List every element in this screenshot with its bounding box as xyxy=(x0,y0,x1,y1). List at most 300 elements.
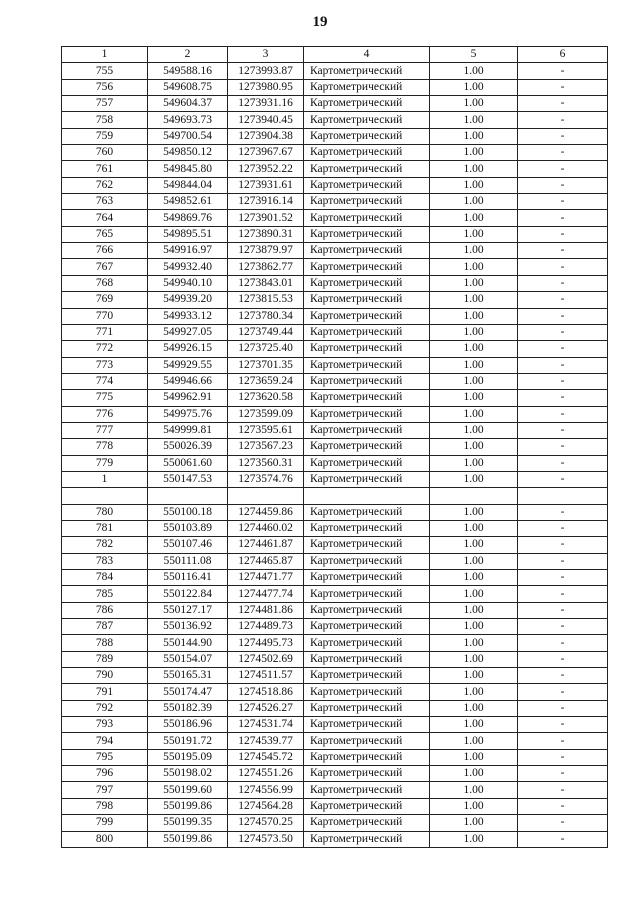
x-coordinate-cell: 550144.90 xyxy=(148,635,228,651)
y-coordinate-cell: 1274511.57 xyxy=(228,668,304,684)
x-coordinate-cell: 550154.07 xyxy=(148,651,228,667)
accuracy-cell: 1.00 xyxy=(430,308,518,324)
y-coordinate-cell: 1274460.02 xyxy=(228,520,304,536)
method-cell: Картометрический xyxy=(304,700,430,716)
note-cell: - xyxy=(518,275,608,291)
point-number-cell: 791 xyxy=(62,684,148,700)
point-number-cell: 755 xyxy=(62,63,148,79)
method-cell: Картометрический xyxy=(304,128,430,144)
note-cell: - xyxy=(518,684,608,700)
point-number-cell: 764 xyxy=(62,210,148,226)
accuracy-cell: 1.00 xyxy=(430,275,518,291)
note-cell: - xyxy=(518,357,608,373)
y-coordinate-cell: 1273980.95 xyxy=(228,79,304,95)
y-coordinate-cell: 1273567.23 xyxy=(228,439,304,455)
x-coordinate-cell: 549940.10 xyxy=(148,275,228,291)
table-row xyxy=(62,112,608,128)
method-cell: Картометрический xyxy=(304,79,430,95)
method-cell: Картометрический xyxy=(304,63,430,79)
accuracy-cell: 1.00 xyxy=(430,259,518,275)
point-number-cell: 794 xyxy=(62,733,148,749)
x-coordinate-cell: 549588.16 xyxy=(148,63,228,79)
point-number-cell: 767 xyxy=(62,259,148,275)
note-cell: - xyxy=(518,292,608,308)
x-coordinate-cell: 550199.86 xyxy=(148,831,228,847)
method-cell: Картометрический xyxy=(304,210,430,226)
note-cell: - xyxy=(518,766,608,782)
point-number-cell: 1 xyxy=(62,471,148,487)
note-cell: - xyxy=(518,243,608,259)
x-coordinate-cell: 550165.31 xyxy=(148,668,228,684)
x-coordinate-cell: 549869.76 xyxy=(148,210,228,226)
x-coordinate-cell: 549850.12 xyxy=(148,145,228,161)
point-number-cell: 785 xyxy=(62,586,148,602)
note-cell: - xyxy=(518,504,608,520)
point-number-cell: 787 xyxy=(62,619,148,635)
x-coordinate-cell: 550199.35 xyxy=(148,815,228,831)
method-cell: Картометрический xyxy=(304,602,430,618)
x-coordinate-cell: 549946.66 xyxy=(148,373,228,389)
point-number-cell: 762 xyxy=(62,177,148,193)
column-header-1: 1 xyxy=(62,47,148,63)
table-row xyxy=(62,815,608,831)
accuracy-cell: 1.00 xyxy=(430,684,518,700)
y-coordinate-cell: 1274570.25 xyxy=(228,815,304,831)
table-row xyxy=(62,635,608,651)
y-coordinate-cell: 1273890.31 xyxy=(228,226,304,242)
note-cell: - xyxy=(518,586,608,602)
y-coordinate-cell: 1274465.87 xyxy=(228,553,304,569)
y-coordinate-cell: 1273659.24 xyxy=(228,373,304,389)
accuracy-cell: 1.00 xyxy=(430,406,518,422)
accuracy-cell xyxy=(430,488,518,504)
accuracy-cell: 1.00 xyxy=(430,471,518,487)
x-coordinate-cell: 549929.55 xyxy=(148,357,228,373)
header-row xyxy=(62,47,608,63)
accuracy-cell: 1.00 xyxy=(430,553,518,569)
y-coordinate-cell: 1273901.52 xyxy=(228,210,304,226)
table-row xyxy=(62,700,608,716)
method-cell: Картометрический xyxy=(304,831,430,847)
y-coordinate-cell: 1273574.76 xyxy=(228,471,304,487)
table-row xyxy=(62,308,608,324)
accuracy-cell: 1.00 xyxy=(430,619,518,635)
accuracy-cell: 1.00 xyxy=(430,520,518,536)
point-number-cell: 782 xyxy=(62,537,148,553)
point-number-cell: 772 xyxy=(62,341,148,357)
note-cell: - xyxy=(518,537,608,553)
method-cell: Картометрический xyxy=(304,275,430,291)
accuracy-cell: 1.00 xyxy=(430,651,518,667)
accuracy-cell: 1.00 xyxy=(430,357,518,373)
note-cell: - xyxy=(518,782,608,798)
point-number-cell: 799 xyxy=(62,815,148,831)
method-cell: Картометрический xyxy=(304,406,430,422)
table-row xyxy=(62,733,608,749)
x-coordinate-cell xyxy=(148,488,228,504)
accuracy-cell: 1.00 xyxy=(430,455,518,471)
method-cell: Картометрический xyxy=(304,357,430,373)
point-number-cell: 800 xyxy=(62,831,148,847)
accuracy-cell: 1.00 xyxy=(430,128,518,144)
table-row xyxy=(62,553,608,569)
y-coordinate-cell: 1274573.50 xyxy=(228,831,304,847)
note-cell: - xyxy=(518,96,608,112)
x-coordinate-cell: 549933.12 xyxy=(148,308,228,324)
method-cell: Картометрический xyxy=(304,782,430,798)
accuracy-cell: 1.00 xyxy=(430,226,518,242)
method-cell: Картометрический xyxy=(304,324,430,340)
point-number-cell: 761 xyxy=(62,161,148,177)
method-cell: Картометрический xyxy=(304,194,430,210)
y-coordinate-cell: 1273815.53 xyxy=(228,292,304,308)
y-coordinate-cell: 1274551.26 xyxy=(228,766,304,782)
method-cell: Картометрический xyxy=(304,145,430,161)
point-number-cell: 777 xyxy=(62,422,148,438)
table-row xyxy=(62,194,608,210)
method-cell: Картометрический xyxy=(304,619,430,635)
y-coordinate-cell: 1273879.97 xyxy=(228,243,304,259)
note-cell: - xyxy=(518,668,608,684)
method-cell: Картометрический xyxy=(304,684,430,700)
point-number-cell: 779 xyxy=(62,455,148,471)
table-row xyxy=(62,537,608,553)
y-coordinate-cell: 1273560.31 xyxy=(228,455,304,471)
accuracy-cell: 1.00 xyxy=(430,602,518,618)
y-coordinate-cell: 1274477.74 xyxy=(228,586,304,602)
point-number-cell: 789 xyxy=(62,651,148,667)
accuracy-cell: 1.00 xyxy=(430,700,518,716)
point-number-cell: 788 xyxy=(62,635,148,651)
x-coordinate-cell: 550182.39 xyxy=(148,700,228,716)
note-cell: - xyxy=(518,635,608,651)
x-coordinate-cell: 550136.92 xyxy=(148,619,228,635)
point-number-cell: 774 xyxy=(62,373,148,389)
x-coordinate-cell: 550122.84 xyxy=(148,586,228,602)
method-cell: Картометрический xyxy=(304,553,430,569)
note-cell: - xyxy=(518,471,608,487)
note-cell: - xyxy=(518,815,608,831)
method-cell xyxy=(304,488,430,504)
table-row xyxy=(62,586,608,602)
table-row xyxy=(62,226,608,242)
x-coordinate-cell: 550147.53 xyxy=(148,471,228,487)
accuracy-cell: 1.00 xyxy=(430,439,518,455)
method-cell: Картометрический xyxy=(304,112,430,128)
x-coordinate-cell: 550127.17 xyxy=(148,602,228,618)
x-coordinate-cell: 549693.73 xyxy=(148,112,228,128)
table-row xyxy=(62,341,608,357)
accuracy-cell: 1.00 xyxy=(430,63,518,79)
point-number-cell: 770 xyxy=(62,308,148,324)
accuracy-cell: 1.00 xyxy=(430,341,518,357)
point-number-cell: 786 xyxy=(62,602,148,618)
table-body xyxy=(62,63,608,848)
note-cell: - xyxy=(518,602,608,618)
column-header-2: 2 xyxy=(148,47,228,63)
point-number-cell: 756 xyxy=(62,79,148,95)
x-coordinate-cell: 549932.40 xyxy=(148,259,228,275)
page-number: 19 xyxy=(312,14,328,30)
point-number-cell: 760 xyxy=(62,145,148,161)
y-coordinate-cell: 1274461.87 xyxy=(228,537,304,553)
point-number-cell: 776 xyxy=(62,406,148,422)
point-number-cell: 763 xyxy=(62,194,148,210)
column-header-3: 3 xyxy=(228,47,304,63)
table-row xyxy=(62,96,608,112)
method-cell: Картометрический xyxy=(304,243,430,259)
method-cell: Картометрический xyxy=(304,308,430,324)
x-coordinate-cell: 549975.76 xyxy=(148,406,228,422)
y-coordinate-cell: 1274459.86 xyxy=(228,504,304,520)
point-number-cell: 790 xyxy=(62,668,148,684)
table-row xyxy=(62,243,608,259)
y-coordinate-cell: 1274526.27 xyxy=(228,700,304,716)
table-row xyxy=(62,619,608,635)
x-coordinate-cell: 549845.80 xyxy=(148,161,228,177)
method-cell: Картометрический xyxy=(304,439,430,455)
table-row xyxy=(62,390,608,406)
table-row xyxy=(62,651,608,667)
point-number-cell: 784 xyxy=(62,570,148,586)
note-cell: - xyxy=(518,733,608,749)
method-cell: Картометрический xyxy=(304,259,430,275)
accuracy-cell: 1.00 xyxy=(430,79,518,95)
y-coordinate-cell: 1274481.86 xyxy=(228,602,304,618)
x-coordinate-cell: 550199.60 xyxy=(148,782,228,798)
x-coordinate-cell: 549916.97 xyxy=(148,243,228,259)
y-coordinate-cell: 1273967.67 xyxy=(228,145,304,161)
note-cell: - xyxy=(518,422,608,438)
point-number-cell: 759 xyxy=(62,128,148,144)
point-number-cell: 758 xyxy=(62,112,148,128)
y-coordinate-cell: 1273843.01 xyxy=(228,275,304,291)
note-cell: - xyxy=(518,341,608,357)
accuracy-cell: 1.00 xyxy=(430,210,518,226)
method-cell: Картометрический xyxy=(304,177,430,193)
method-cell: Картометрический xyxy=(304,471,430,487)
y-coordinate-cell: 1273931.61 xyxy=(228,177,304,193)
table-row xyxy=(62,749,608,765)
method-cell: Картометрический xyxy=(304,96,430,112)
y-coordinate-cell: 1274518.86 xyxy=(228,684,304,700)
accuracy-cell: 1.00 xyxy=(430,570,518,586)
point-number-cell: 793 xyxy=(62,717,148,733)
method-cell: Картометрический xyxy=(304,390,430,406)
accuracy-cell: 1.00 xyxy=(430,96,518,112)
point-number-cell: 757 xyxy=(62,96,148,112)
table-header xyxy=(62,47,608,63)
method-cell: Картометрический xyxy=(304,798,430,814)
point-number-cell: 780 xyxy=(62,504,148,520)
table-row xyxy=(62,128,608,144)
x-coordinate-cell: 550061.60 xyxy=(148,455,228,471)
y-coordinate-cell: 1274495.73 xyxy=(228,635,304,651)
x-coordinate-cell: 550199.86 xyxy=(148,798,228,814)
x-coordinate-cell: 550103.89 xyxy=(148,520,228,536)
note-cell: - xyxy=(518,798,608,814)
accuracy-cell: 1.00 xyxy=(430,194,518,210)
x-coordinate-cell: 550116.41 xyxy=(148,570,228,586)
x-coordinate-cell: 549927.05 xyxy=(148,324,228,340)
y-coordinate-cell: 1273940.45 xyxy=(228,112,304,128)
table-row xyxy=(62,798,608,814)
x-coordinate-cell: 549844.04 xyxy=(148,177,228,193)
method-cell: Картометрический xyxy=(304,668,430,684)
table-row xyxy=(62,782,608,798)
table-row xyxy=(62,177,608,193)
accuracy-cell: 1.00 xyxy=(430,324,518,340)
point-number-cell: 773 xyxy=(62,357,148,373)
method-cell: Картометрический xyxy=(304,651,430,667)
accuracy-cell: 1.00 xyxy=(430,177,518,193)
note-cell: - xyxy=(518,390,608,406)
method-cell: Картометрический xyxy=(304,341,430,357)
method-cell: Картометрический xyxy=(304,733,430,749)
note-cell: - xyxy=(518,373,608,389)
accuracy-cell: 1.00 xyxy=(430,161,518,177)
x-coordinate-cell: 550107.46 xyxy=(148,537,228,553)
note-cell: - xyxy=(518,455,608,471)
point-number-cell: 778 xyxy=(62,439,148,455)
y-coordinate-cell: 1274564.28 xyxy=(228,798,304,814)
column-header-6: 6 xyxy=(518,47,608,63)
y-coordinate-cell: 1274489.73 xyxy=(228,619,304,635)
table-row xyxy=(62,471,608,487)
table-row xyxy=(62,63,608,79)
point-number-cell xyxy=(62,488,148,504)
note-cell: - xyxy=(518,194,608,210)
point-number-cell: 771 xyxy=(62,324,148,340)
y-coordinate-cell: 1273595.61 xyxy=(228,422,304,438)
table-row xyxy=(62,831,608,847)
y-coordinate-cell: 1273749.44 xyxy=(228,324,304,340)
accuracy-cell: 1.00 xyxy=(430,145,518,161)
column-header-4: 4 xyxy=(304,47,430,63)
method-cell: Картометрический xyxy=(304,520,430,536)
y-coordinate-cell: 1273725.40 xyxy=(228,341,304,357)
x-coordinate-cell: 549604.37 xyxy=(148,96,228,112)
point-number-cell: 766 xyxy=(62,243,148,259)
coordinates-table xyxy=(61,46,608,848)
y-coordinate-cell: 1274545.72 xyxy=(228,749,304,765)
accuracy-cell: 1.00 xyxy=(430,373,518,389)
y-coordinate-cell: 1274539.77 xyxy=(228,733,304,749)
method-cell: Картометрический xyxy=(304,422,430,438)
method-cell: Картометрический xyxy=(304,373,430,389)
y-coordinate-cell: 1274471.77 xyxy=(228,570,304,586)
point-number-cell: 768 xyxy=(62,275,148,291)
x-coordinate-cell: 549700.54 xyxy=(148,128,228,144)
method-cell: Картометрический xyxy=(304,455,430,471)
accuracy-cell: 1.00 xyxy=(430,112,518,128)
x-coordinate-cell: 550100.18 xyxy=(148,504,228,520)
note-cell: - xyxy=(518,553,608,569)
table-row xyxy=(62,422,608,438)
x-coordinate-cell: 550186.96 xyxy=(148,717,228,733)
method-cell: Картометрический xyxy=(304,570,430,586)
x-coordinate-cell: 549962.91 xyxy=(148,390,228,406)
note-cell: - xyxy=(518,619,608,635)
table-row xyxy=(62,357,608,373)
x-coordinate-cell: 550195.09 xyxy=(148,749,228,765)
table-row xyxy=(62,684,608,700)
accuracy-cell: 1.00 xyxy=(430,390,518,406)
y-coordinate-cell: 1273952.22 xyxy=(228,161,304,177)
y-coordinate-cell: 1273620.58 xyxy=(228,390,304,406)
note-cell: - xyxy=(518,161,608,177)
accuracy-cell: 1.00 xyxy=(430,717,518,733)
accuracy-cell: 1.00 xyxy=(430,422,518,438)
note-cell: - xyxy=(518,406,608,422)
method-cell: Картометрический xyxy=(304,749,430,765)
method-cell: Картометрический xyxy=(304,537,430,553)
accuracy-cell: 1.00 xyxy=(430,635,518,651)
y-coordinate-cell: 1273916.14 xyxy=(228,194,304,210)
table-row xyxy=(62,439,608,455)
y-coordinate-cell: 1273862.77 xyxy=(228,259,304,275)
method-cell: Картометрический xyxy=(304,815,430,831)
note-cell: - xyxy=(518,177,608,193)
accuracy-cell: 1.00 xyxy=(430,782,518,798)
table-row xyxy=(62,455,608,471)
table-row xyxy=(62,259,608,275)
accuracy-cell: 1.00 xyxy=(430,586,518,602)
point-number-cell: 798 xyxy=(62,798,148,814)
y-coordinate-cell: 1273904.38 xyxy=(228,128,304,144)
note-cell: - xyxy=(518,308,608,324)
accuracy-cell: 1.00 xyxy=(430,766,518,782)
y-coordinate-cell: 1273599.09 xyxy=(228,406,304,422)
note-cell: - xyxy=(518,63,608,79)
point-number-cell: 795 xyxy=(62,749,148,765)
accuracy-cell: 1.00 xyxy=(430,292,518,308)
note-cell: - xyxy=(518,520,608,536)
table-row xyxy=(62,324,608,340)
column-header-5: 5 xyxy=(430,47,518,63)
method-cell: Картометрический xyxy=(304,292,430,308)
note-cell xyxy=(518,488,608,504)
note-cell: - xyxy=(518,717,608,733)
note-cell: - xyxy=(518,259,608,275)
table-row xyxy=(62,292,608,308)
point-number-cell: 796 xyxy=(62,766,148,782)
point-number-cell: 769 xyxy=(62,292,148,308)
x-coordinate-cell: 550198.02 xyxy=(148,766,228,782)
x-coordinate-cell: 550174.47 xyxy=(148,684,228,700)
method-cell: Картометрический xyxy=(304,161,430,177)
x-coordinate-cell: 549926.15 xyxy=(148,341,228,357)
table-row xyxy=(62,79,608,95)
note-cell: - xyxy=(518,145,608,161)
y-coordinate-cell xyxy=(228,488,304,504)
accuracy-cell: 1.00 xyxy=(430,668,518,684)
table-row xyxy=(62,373,608,389)
accuracy-cell: 1.00 xyxy=(430,831,518,847)
y-coordinate-cell: 1274531.74 xyxy=(228,717,304,733)
point-number-cell: 775 xyxy=(62,390,148,406)
note-cell: - xyxy=(518,128,608,144)
method-cell: Картометрический xyxy=(304,635,430,651)
note-cell: - xyxy=(518,570,608,586)
y-coordinate-cell: 1273701.35 xyxy=(228,357,304,373)
note-cell: - xyxy=(518,226,608,242)
accuracy-cell: 1.00 xyxy=(430,733,518,749)
method-cell: Картометрический xyxy=(304,766,430,782)
method-cell: Картометрический xyxy=(304,586,430,602)
table-row xyxy=(62,717,608,733)
table-row xyxy=(62,488,608,504)
